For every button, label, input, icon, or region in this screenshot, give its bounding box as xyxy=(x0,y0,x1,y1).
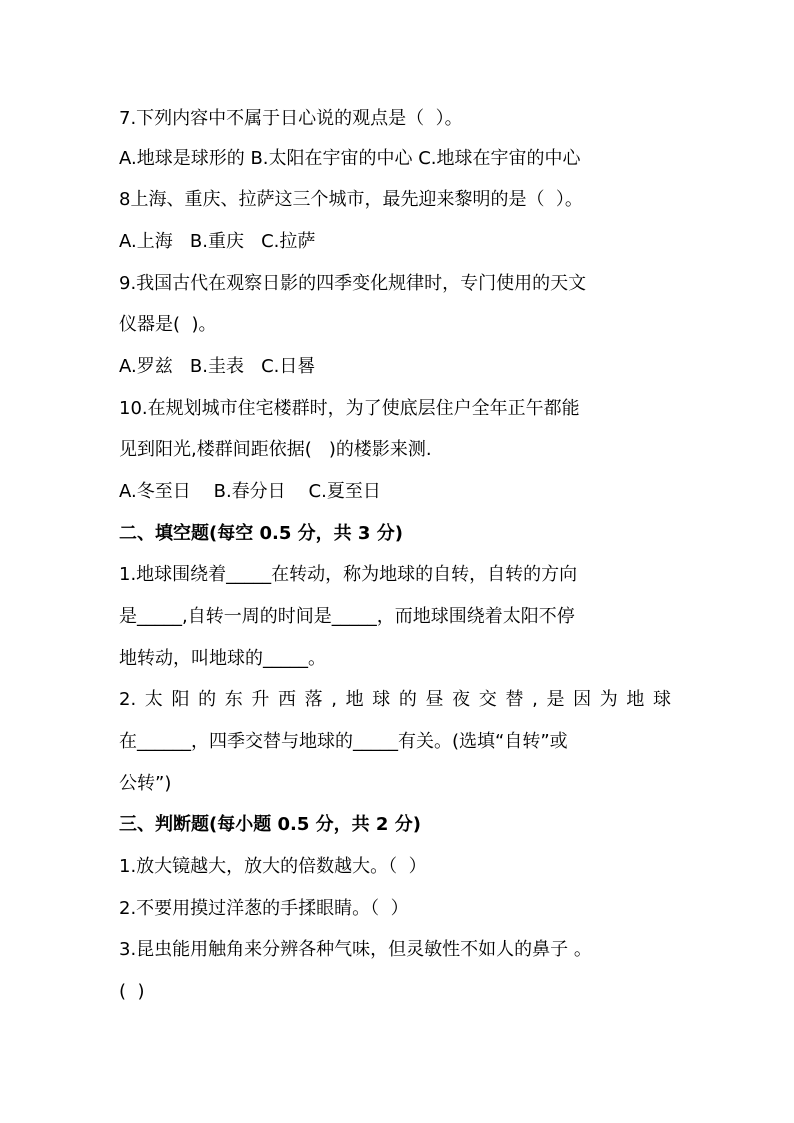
fill-question-2-line-2: 在______，四季交替与地球的_____有关。(选填“自转”或 xyxy=(119,731,568,752)
question-8: 8上海、重庆、拉萨这三个城市，最先迎来黎明的是（ ）。 xyxy=(119,189,583,210)
question-10-line-1: 10.在规划城市住宅楼群时，为了使底层住户全年正午都能 xyxy=(119,398,580,419)
fill-question-1-line-1: 1.地球围绕着_____在转动，称为地球的自转，自转的方向 xyxy=(119,564,578,585)
fill-question-1-line-2: 是_____,自转一周的时间是_____，而地球围绕着太阳不停 xyxy=(119,606,575,627)
section-3-heading: 三、判断题(每小题 0.5 分，共 2 分) xyxy=(119,814,421,835)
judge-question-3-line-2: ( ) xyxy=(119,981,145,1002)
question-7-options: A.地球是球形的 B.太阳在宇宙的中心 C.地球在宇宙的中心 xyxy=(119,148,581,169)
question-10-line-2: 见到阳光,楼群间距依据( )的楼影来测. xyxy=(119,439,432,460)
fill-question-2-line-1: 2.太阳的东升西落,地球的昼夜交替,是因为地球 xyxy=(119,689,671,710)
question-9-line-1: 9.我国古代在观察日影的四季变化规律时，专门使用的天文 xyxy=(119,273,587,294)
fill-question-2-line-3: 公转”) xyxy=(119,773,172,794)
question-8-options: A.上海 B.重庆 C.拉萨 xyxy=(119,231,316,252)
judge-question-1: 1.放大镜越大，放大的倍数越大。（ ） xyxy=(119,856,427,877)
fill-question-1-line-3: 地转动，叫地球的_____。 xyxy=(119,648,326,669)
judge-question-2: 2.不要用摸过洋葱的手揉眼睛。（ ） xyxy=(119,898,409,919)
question-9-options: A.罗兹 B.圭表 C.日晷 xyxy=(119,356,316,377)
question-7: 7.下列内容中不属于日心说的观点是（ ）。 xyxy=(119,108,463,129)
question-9-line-2: 仪器是( )。 xyxy=(119,314,217,335)
section-2-heading: 二、填空题(每空 0.5 分，共 3 分) xyxy=(119,523,403,544)
question-10-options: A.冬至日 B.春分日 C.夏至日 xyxy=(119,481,381,502)
judge-question-3-line-1: 3.昆虫能用触角来分辨各种气味，但灵敏性不如人的鼻子 。 xyxy=(119,939,592,960)
